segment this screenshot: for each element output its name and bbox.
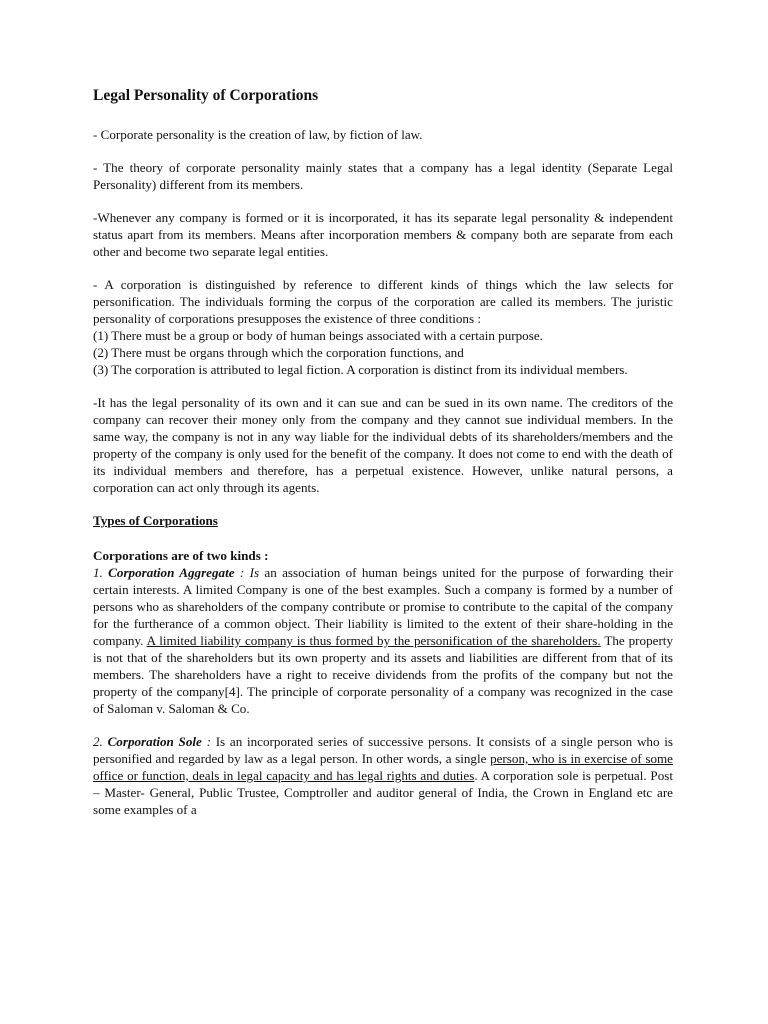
sole-number: 2. [93, 734, 103, 749]
aggregate-first-word: Is [249, 565, 260, 580]
corporation-sole-paragraph [93, 733, 673, 818]
sole-separator: : [201, 734, 216, 749]
paragraph-corporate-personality: - Corporate personality is the creation of law, by fiction of law. [93, 127, 423, 142]
aggregate-term: Corporation Aggregate [108, 565, 235, 580]
paragraph-incorporation: -Whenever any company is formed or it is incorporated, it has its separate legal personality & independent status apart from its members. Means after incorporation members & company both are separate from each other and become two separate legal entities. [93, 210, 673, 259]
types-heading: Types of Corporations [93, 513, 218, 528]
aggregate-text-a: an association of human beings united for the purpose of forwarding their certain interests. A limited Company is one of the best examples. Such a company is formed by a number of persons who as shareholders of the company contribute or promise to contribute to the capital of the company for the furtherance of a common object. Their liability is limited to the extent of their share-holding in the company. [93, 565, 673, 648]
kinds-heading: Corporations are of two kinds : [93, 548, 269, 563]
paragraph-legal-personality: -It has the legal personality of its own and it can sue and can be sued in its own name. The creditors of the company can recover their money only from the company and they cannot sue individual members. In the same way, the company is not in any way liable for the individual debts of its shareholders/members and the property of the company is only used for the benefit of the company. It does not come to end with the death of its individual members and therefore, has a perpetual existence. However, unlike natural persons, a corporation can act only through its agents. [93, 395, 673, 495]
sole-text-a: Is an incorporated series of successive persons. It consists of a single person who is personified and regarded by law as a legal person. In other words, a single [93, 734, 673, 766]
conditions-section [93, 276, 673, 378]
sole-text-b: . A corporation sole is perpetual. Post – Master- General, Public Trustee, Comptroller and auditor general of India, the Crown in England etc are some examples of a [93, 768, 673, 817]
aggregate-underlined: A limited liability company is thus formed by the personification of the shareholders. [146, 633, 601, 648]
document-title: Legal Personality of Corporations [93, 87, 319, 104]
aggregate-separator: : [234, 565, 250, 580]
paragraph-corporation-intro: - A corporation is distinguished by reference to different kinds of things which the law selects for personification. The individuals forming the corpus of the corporation are called its members. The juristic personality of corporations presupposes the existence of three conditions : [93, 277, 673, 326]
corporation-aggregate-paragraph [93, 564, 673, 717]
aggregate-text-b: The property is not that of the shareholders but its own property and its assets and liabilities are different from that of its members. The shareholders have a right to receive dividends from the profits of the company but not the property of the company[4]. The principle of corporate personality of a company was recognized in the case of Saloman v. Saloman & Co. [93, 633, 673, 716]
condition-item: (1) There must be a group or body of human beings associated with a certain purpose. [93, 328, 543, 343]
sole-underlined: person, who is in exercise of some office or function, deals in legal capacity and has legal rights and duties [93, 751, 673, 783]
sole-term: Corporation Sole [107, 734, 202, 749]
aggregate-number: 1. [93, 565, 103, 580]
document-body [93, 86, 673, 818]
paragraph-theory: - The theory of corporate personality mainly states that a company has a legal identity (Separate Legal Personality) different from its members. [93, 160, 673, 192]
condition-item: (3) The corporation is attributed to legal fiction. A corporation is distinct from its individual members. [93, 362, 628, 377]
condition-item: (2) There must be organs through which the corporation functions, and [93, 345, 464, 360]
